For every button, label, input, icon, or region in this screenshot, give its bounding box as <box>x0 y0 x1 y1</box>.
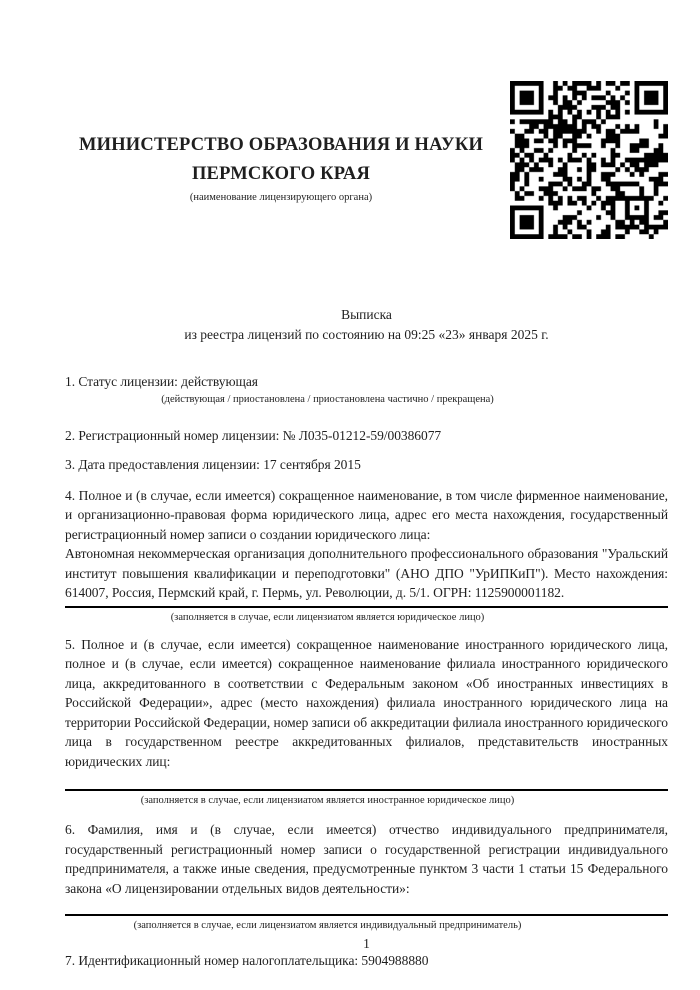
field-license-status: 1. Статус лицензии: действующая <box>65 374 258 389</box>
authority-caption: (наименование лицензирующего органа) <box>189 192 373 203</box>
field-caption-status: (действующая / приостановлена / приостановлена частично / прекращена) <box>161 393 494 405</box>
field-caption-foreign-entity: (заполняется в случае, если лицензиатом является иностранное юридическое лицо) <box>140 795 515 806</box>
foreign-entity-question: 5. Полное и (в случае, если имеется) сокращенное наименование иностранного юридического лица, полное и (в случае, если имеется) сокращенное наименование филиала иностранного юридического лица, аккредитованного в соответствии с Федеральным законом «Об иностранных инвестициях в Российской Федерации», адрес (место нахождения) филиала иностранного юридического лица на территории Российской Федерации, номер записи об аккредитации филиала иностранного юридического лица в государственном реестре аккредитованных филиалов, представительств иностранных юридических лиц: <box>65 636 668 769</box>
field-caption-legal-entity: (заполняется в случае, если лицензиатом является юридическое лицо) <box>170 611 485 623</box>
field-caption-individual-entrepreneur: (заполняется в случае, если лицензиатом является индивидуальный предприниматель) <box>133 920 522 931</box>
field-registration-number: 2. Регистрационный номер лицензии: № Л035-01212-59/00386077 <box>65 427 442 443</box>
page-number: 1 <box>363 936 370 951</box>
qr-code-image <box>510 81 668 239</box>
extract-title-block <box>65 305 668 345</box>
authority-name-line2: ПЕРМСКОГО КРАЯ <box>191 164 371 184</box>
field-grant-date: 3. Дата предоставления лицензии: 17 сентября 2015 <box>65 457 361 472</box>
document-header <box>65 81 668 241</box>
extract-subtitle: из реестра лицензий по состоянию на 09:25 «23» января 2025 г. <box>184 327 549 342</box>
legal-entity-answer: Автономная некоммерческая организация дополнительного профессионального образования "Уральский институт повышения квалификации и переподготовки" (АНО ДПО "УрИПКиП"). Место нахождения: 614007, Россия, Пермский край, г. Пермь, ул. Революции, д. 5/1. ОГРН: 1125900001182. <box>65 546 668 600</box>
extract-title: Выписка <box>341 307 392 322</box>
field-foreign-entity <box>65 635 668 809</box>
licensing-authority-block <box>65 81 497 203</box>
authority-name-line1: МИНИСТЕРСТВО ОБРАЗОВАНИЯ И НАУКИ <box>78 135 484 155</box>
field-individual-entrepreneur <box>65 820 668 933</box>
qr-code-icon <box>510 81 668 239</box>
blank-field-line <box>65 914 668 916</box>
blank-field-line <box>65 789 668 791</box>
blank-field-line <box>65 606 668 608</box>
field-taxpayer-number: 7. Идентификационный номер налогоплательщика: 5904988880 <box>65 953 429 968</box>
individual-entrepreneur-question: 6. Фамилия, имя и (в случае, если имеется) отчество индивидуального предпринимателя, государственный регистрационный номер записи о государственной регистрации индивидуального предпринимателя, а также иные сведения, предусмотренные пунктом 3 части 1 статьи 15 Федерального закона «О лицензировании отдельных видов деятельности»: <box>65 822 668 896</box>
field-legal-entity <box>65 486 668 625</box>
legal-entity-question: 4. Полное и (в случае, если имеется) сокращенное наименование, в том числе фирменное наименование, и организационно-правовая форма юридического лица, адрес его места нахождения, государственный регистрационный номер записи о создании юридического лица: <box>65 487 668 542</box>
